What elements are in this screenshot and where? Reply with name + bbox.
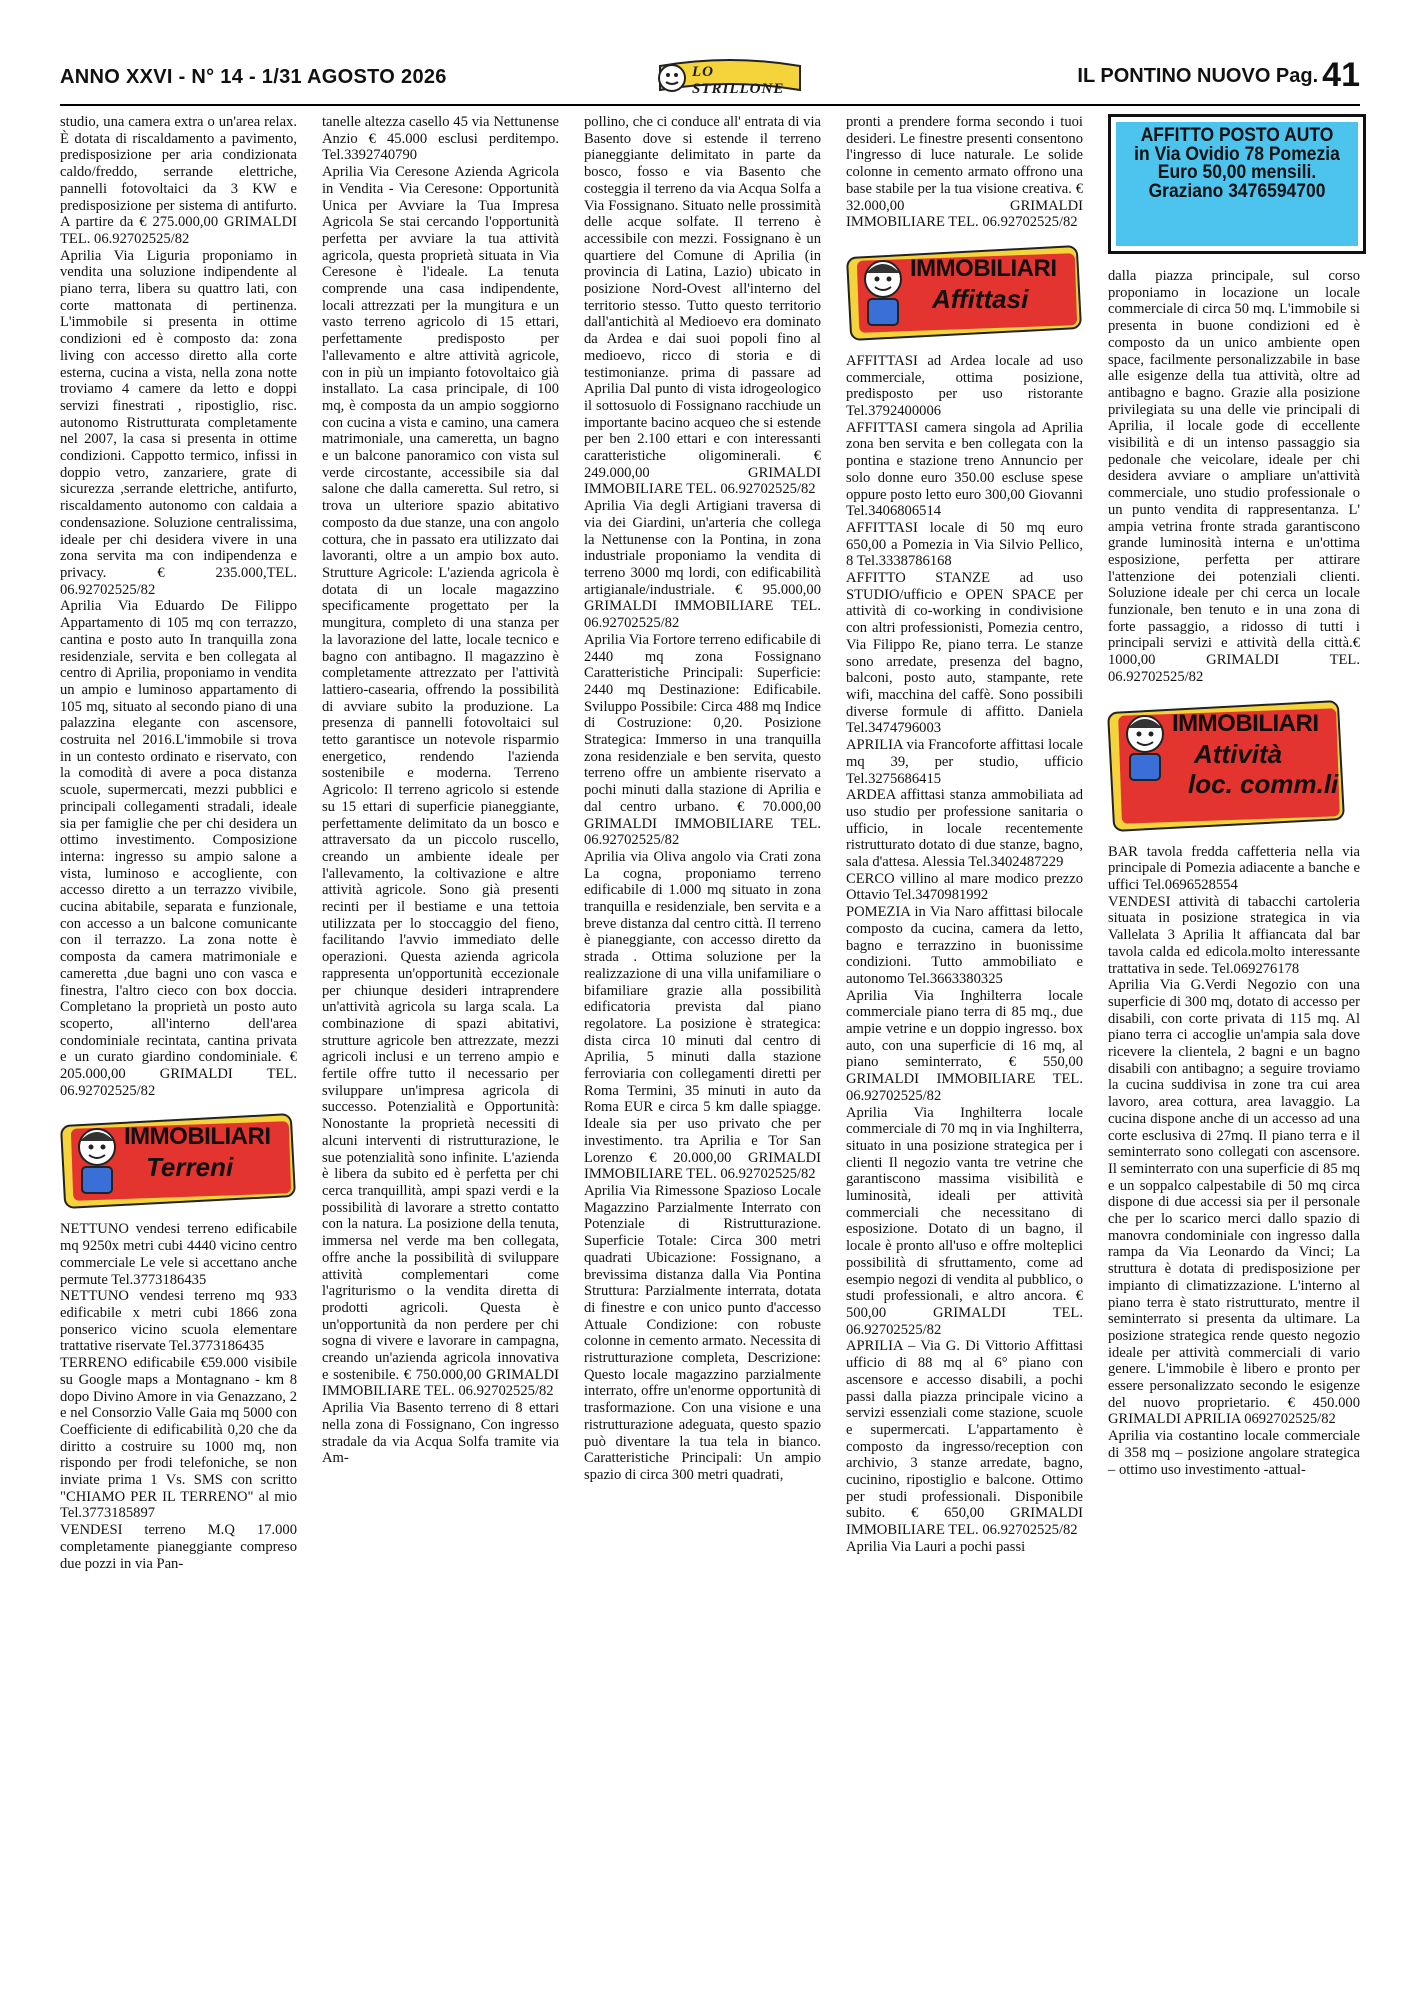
- ad-text: studio, una camera extra o un'area relax. È dotata di riscaldamento a pavimento, predisposizione per aria condizionata caldo/freddo, serrande elettriche, pannelli fotovoltaici da 3 KW e predisposizione per sistema di antifurto. A partire da € 275.000,00 GRIMALDI TEL. 06.92702525/82: [60, 114, 297, 247]
- section-badge-affittasi: [846, 247, 1083, 339]
- column-1: [60, 114, 297, 1572]
- ad-text: TERRENO edificabile €59.000 visibile su Google maps a Montagnano - km 8 dopo Divino Amore in via Genazzano, 2 e nel Consorzio Valle Gaia mq 5000 con Coefficiente di edificabilità 0,20 che da diritto a costruire su 1000 mq, non rispondo per frodi telefoniche, se non inviate prima 1 Vs. SMS con scritto "CHIAMO PER IL TERRENO" al mio Tel.3773185897: [60, 1355, 297, 1522]
- ad-text: Aprilia Via Rimessone Spazioso Locale Magazzino Parzialmente Interrato con Potenziale di Ristrutturazione. Superficie Totale: Circa 300 metri quadrati Ubicazione: Fossignano, a brevissima distanza dalla Via Pontina Struttura: Parzialmente interrata, dotata di finestre e con unico punto d'accesso Attuale Condizione: con robuste colonne in cemento armato. Necessita di ristrutturazione completa, Descrizione: Questo locale magazzino parzialmente interrato, offre un'enorme opportunità di trasformazione. Con una visione e una ristrutturazione adeguata, questo spazio può diventare la tua tela in bianco. Caratteristiche Principali: Un ampio spazio di circa 300 metri quadrati,: [584, 1183, 821, 1483]
- badge-subtitle: Attività: [1194, 738, 1283, 769]
- mascot-icon: [854, 255, 912, 329]
- page-number: 41: [1322, 56, 1360, 94]
- column-2: [322, 114, 559, 1467]
- ad-text: Aprilia Via Inghilterra locale commerciale piano terra di 85 mq., due ampie vetrine e un doppio ingresso. box auto, con una superficie di 16 mq, al piano seminterrato, € 550,00 GRIMALDI IMMOBILIARE TEL. 06.92702525/82: [846, 987, 1083, 1104]
- ad-location: in Via Ovidio 78 Pomezia: [1134, 143, 1340, 165]
- badge-subtitle: Affittasi: [932, 283, 1029, 314]
- ad-text: Aprilia Via G.Verdi Negozio con una superficie di 300 mq, dotato di accesso per disabili, con corte privata di 115 mq. Al piano terra ci accoglie un'ampia sala dove ricevere la clientela, 2 bagni e un bagno disabili con antibagno; a seguire troviamo la cucina suddivisa in zone tra cui area lavoro, area cottura, area lavaggio. La cucina dispone anche di un accesso ad una corte esclusiva di 27mq. Il piano terra e il seminterrato sono collegati con ascensore. Il seminterrato con una superficie di 85 mq e un soppalco calpestabile di 50 mq circa dispone di due accessi sia per il personale che per lo scarico merci dallo spazio di manovra condominiale con ingresso dalla rampa da Via Leonardo da Vinci; La struttura è dotata di predisposizione per impianto di climatizzazione. L'interno al piano terra è stato ristrutturato, mentre il seminterrato si presenta da ultimare. La posizione strategica rende questo negozio ideale per attività commerciali di vario genere. L'immobile è libero e pronto per essere personalizzato secondo le esigenze del nuovo proprietario. € 450.000 GRIMALDI APRILIA 0692702525/82: [1108, 977, 1360, 1428]
- ad-text: Aprilia Via degli Artigiani traversa di via dei Giardini, un'arteria che collega la Nettunense con la Pontina, in zona industriale proponiamo la vendita di terreno 3000 mq lordi, con edificabilità artigianale/industriale. € 95.000,00 GRIMALDI IMMOBILIARE TEL. 06.92702525/82: [584, 498, 821, 632]
- ad-text: NETTUNO vendesi terreno mq 933 edificabile x metri cubi 1866 zona ponserico vicino scuola elementare trattative riservate Tel.3773186435: [60, 1288, 297, 1355]
- newspaper-name: IL PONTINO NUOVO Pag.: [1077, 65, 1319, 87]
- badge-title: IMMOBILIARI: [124, 1123, 271, 1151]
- ad-text: pollino, che ci conduce all' entrata di via Basento dove si estende il terreno pianeggiante delimitato in parte da bosco, fosso e via Basento che costeggia il terreno da via Acqua Solfa a Via Fossignano. Situato nelle prossimità delle acque solfate. Il terreno è accessibile con mezzi. Fossignano è un quartiere del Comune di Aprilia (in provincia di Latina, Lazio) ubicato in posizione Nord-Ovest all'interno del territorio stesso. Tutto questo territorio dall'antichità al Medioevo era dominato da Ardea e dai suoi popoli fino al medioevo, ricco di storia e di testimonianze. prima di passare ad Aprilia Dal punto di vista idrogeologico il sottosuolo di Fossignano racchiude un importante bacino acqueo che si estende per ben 2.100 ettari e con interessanti caratteristiche oligominerali. € 249.000,00 GRIMALDI IMMOBILIARE TEL. 06.92702525/82: [584, 114, 821, 498]
- ad-text: AFFITTO STANZE ad uso STUDIO/ufficio e OPEN SPACE per attività di co-working in condivisione con altri professionisti, Pomezia centro, Via Filippo Re, piano terra. Le stanze sono arredate, presenza del bagno, balconi, posto auto, stampante, rete wifi, macchina del caffè. Sono possibili diverse formule di affitto. Daniela Tel.3474796003: [846, 570, 1083, 737]
- column-4: [846, 114, 1083, 1556]
- mascot-icon: [68, 1123, 126, 1197]
- ad-text: pronti a prendere forma secondo i tuoi desideri. Le finestre presenti consentono l'ingresso di luce naturale. Le solide colonne in cemento armato offrono una base stabile per la tua visione creativa. € 32.000,00 GRIMALDI IMMOBILIARE TEL. 06.92702525/82: [846, 114, 1083, 231]
- ad-text: ARDEA affittasi stanza ammobiliata ad uso studio per professione sanitaria o ufficio, in locale recentemente ristrutturato dotato di due stanze, bagno, sala d'attesa. Alessia Tel.3402487229: [846, 787, 1083, 871]
- issue-info: ANNO XXVI - N° 14 - 1/31 AGOSTO 2026: [60, 66, 447, 88]
- ad-text: AFFITTASI ad Ardea locale ad uso commerciale, ottima posizione, predisposto per uso ristorante Tel.3792400006: [846, 352, 1083, 420]
- ad-text: CERCO villino al mare modico prezzo Ottavio Tel.3470981992: [846, 870, 1083, 904]
- mascot-icon: [1116, 710, 1174, 784]
- ad-price: Euro 50,00 mensili.: [1157, 162, 1317, 184]
- newspaper-logo: [650, 52, 810, 100]
- ad-text: Aprilia Via Fortore terreno edificabile di 2440 mq zona Fossignano Caratteristiche Principali: Superficie: 2440 mq Destinazione: Edificabile. Sviluppo Possibile: Circa 488 mq Indice di Costruzione: 0,20. Posizione Strategica: Immerso in una tranquilla zona residenziale e ben servita, questo terreno offre un ambiente riservato a pochi minuti dalla stazione di Aprilia e dal centro urbano. € 70.000,00 GRIMALDI IMMOBILIARE TEL. 06.92702525/82: [584, 631, 821, 849]
- badge-title: IMMOBILIARI: [1172, 709, 1319, 737]
- page-header: [60, 56, 1360, 106]
- ad-text: tanelle altezza casello 45 via Nettunense Anzio € 45.000 esclusi perditempo. Tel.3392740790: [322, 114, 559, 164]
- badge-title: IMMOBILIARI: [910, 254, 1057, 282]
- ad-text: POMEZIA in Via Naro affittasi bilocale composto da cucina, camera da letto, bagno e terrazzino in buonissime condizioni. Tutto ammobiliato e autonomo Tel.3663380325: [846, 904, 1083, 987]
- ad-text: Aprilia via Oliva angolo via Crati zona La cogna, proponiamo terreno edificabile di 1.000 mq situato in zona tranquilla e residenziale, ben servita e a breve distanza dal centro città. Il terreno è pianeggiante, con accesso diretto da strada . Ottima soluzione per la realizzazione di una villa unifamiliare o bifamiliare grazie alla possibilità edificatoria prevista dal piano regolatore. La posizione è strategica: dista circa 10 minuti dal centro di Aprilia, 5 minuti dalla stazione ferroviaria con collegamenti diretti per Roma Termini, 35 minuti in auto da Roma EUR e circa 5 km dalle spiagge. Ideale sia per uso privato che per investimento. tra Aprilia e Tor San Lorenzo € 20.000,00 GRIMALDI IMMOBILIARE TEL. 06.92702525/82: [584, 848, 821, 1183]
- section-badge-attivita: [1108, 702, 1360, 830]
- column-3: [584, 114, 821, 1484]
- section-badge-terreni: [60, 1115, 297, 1207]
- ad-text: Aprilia Via Ceresone Azienda Agricola in Vendita - Via Ceresone: Opportunità Unica per Avviare la Tua Impresa Agricola Se stai cercando l'opportunità perfetta per avviare la tua attività agricola, questa proprietà situata in Via Ceresone è l'ideale. La tenuta comprende una casa indipendente, locali attrezzati per la mungitura e un vasto terreno agricolo di 15 ettari, perfettamente predisposto per l'allevamento e altre attività agricole, con in più un impianto fotovoltaico già installato. La casa principale, di 100 mq, è composta da un ampio soggiorno con cucina a vista e camino, una camera matrimoniale, una cameretta, un bagno e un balcone panoramico con vista sul verde circostante, accessibile sia dal salone che dalla cameretta. Sul retro, si trova un ulteriore spazio abitativo composto da due stanze, una con angolo cottura, che in passato era utilizzato dai lavoranti, oltre a un ampio box auto. Strutture Agricole: L'azienda agricola è dotata di un locale magazzino specificamente progettato per la mungitura, completo di una stanza per la lavorazione del latte, locale tecnico e bagno con antibagno. Il magazzino è completamente attrezzato per l'attività lattiero-casearia, offrendo la possibilità di avviare subito la produzione. La presenza di pannelli fotovoltaici sul tetto garantisce un notevole risparmio energetico, rendendo l'azienda sostenibile e moderna. Terreno Agricolo: Il terreno agricolo si estende su 15 ettari di superficie pianeggiante, perfettamente delimitato da un bosco e attraversato da un piccolo ruscello, creando un ambiente ideale per l'allevamento, la coltivazione e altre attività agricole. Sono già presenti recinti per il bestiame e una tettoia utilizzata per lo stoccaggio del fieno, facilitando l'avvio immediato delle operazioni. Questa azienda agricola rappresenta un'opportunità eccezionale per chiunque desideri intraprendere un'attività agricola su larga scala. La combinazione di spazi abitativi, strutture agricole ben attrezzate, mezzi agricoli inclusi e un terreno ampio e fertile offre tutto il necessario per sviluppare un'impresa agricola di successo. Potenzialità e Opportunità: Nonostante la proprietà necessiti di alcuni interventi di ristrutturazione, le sue potenzialità sono infinite. L'azienda è libera da subito ed è perfetta per chi cerca tranquillità, ampi spazi verdi e la possibilità di lavorare a stretto contatto con la natura. La posizione della tenuta, immersa nel verde ma ben collegata, offre anche la possibilità di sviluppare attività complementari come l'agriturismo o la vendita diretta di prodotti agricoli. Questa è un'opportunità da non perdere per chi sogna di vivere e lavorare in campagna, creando un'azienda agricola innovativa e sostenibile. € 750.000,00 GRIMALDI IMMOBILIARE TEL. 06.92702525/82: [322, 164, 559, 1400]
- ad-text: NETTUNO vendesi terreno edificabile mq 9250x metri cubi 4440 vicino centro commerciale Le vele si accettano anche permute Tel.3773186435: [60, 1221, 297, 1288]
- logo-text: LO STRILLONE: [692, 64, 785, 97]
- column-5: [1108, 114, 1360, 1478]
- ad-text: VENDESI attività di tabacchi cartoleria situata in posizione strategica in via Vallelata 3 Aprilia lt affiancata dal bar tavola calda ed edicola.molto interessante trattativa in sede. Tel.069276178: [1108, 893, 1360, 977]
- parking-ad-box: [1108, 114, 1366, 254]
- ad-text: APRILIA via Francoforte affittasi locale mq 39, per studio, ufficio Tel.3275686415: [846, 737, 1083, 787]
- ad-text: Aprilia Via Inghilterra locale commerciale di 70 mq in via Inghilterra, situato in una posizione strategica per i clienti Il negozio vanta tre vetrine che garantiscono massima visibilità e luminosità, ideali per attività commerciali che necessitano di esposizione. Dotato di un bagno, il locale è pronto all'uso e offre molteplici possibilità di sfruttamento, come ad esempio negozi di vendita al pubblico, o studi professionali, e altro ancora. € 500,00 GRIMALDI TEL. 06.92702525/82: [846, 1104, 1083, 1338]
- ad-headline: AFFITTO POSTO AUTO: [1140, 125, 1334, 146]
- ad-text: Aprilia via costantino locale commerciale di 358 mq – posizione angolare strategica – ottimo uso investimento -attual-: [1108, 1428, 1360, 1478]
- ad-text: Aprilia Via Eduardo De Filippo Appartamento di 105 mq con terrazzo, cantina e posto auto In tranquilla zona residenziale, servita e ben collegata al centro di Aprilia, proponiamo in vendita un ampio e luminoso appartamento di 105 mq, situato al secondo piano di una palazzina elegante con ascensore, costruita nel 2016.L'immobile si trova in un contesto ordinato e riservato, con la comodità di avere a poca distanza scuole, supermercati, mezzi pubblici e principali collegamenti stradali, ideale sia per famiglie che per chi desidera un ottimo investimento. Composizione interna: ingresso su ampio salone a vista, luminoso e accogliente, con accesso diretto a un terrazzo vivibile, cucina abitabile, separata e funzionale, con accesso a un balcone comunicante con il terrazzo. La zona notte è composta da camera matrimoniale e cameretta ,due bagni uno con vasca e finestra, l'altro cieco con box doccia. Completano la proprietà un posto auto scoperto, all'interno dell'area condominiale recintata, cantina privata e un curato giardino condominiale. € 205.000,00 GRIMALDI TEL. 06.92702525/82: [60, 598, 297, 1099]
- badge-subtitle: Terreni: [146, 1152, 234, 1183]
- ad-text: Aprilia Via Lauri a pochi passi: [846, 1538, 1026, 1555]
- ad-text: AFFITTASI locale di 50 mq euro 650,00 a Pomezia in Via Silvio Pellico, 8 Tel.3338786168: [846, 519, 1083, 570]
- ad-text: VENDESI terreno M.Q 17.000 completamente pianeggiante compreso due pozzi in via Pan-: [60, 1522, 297, 1572]
- ad-contact: Graziano 3476594700: [1148, 181, 1326, 203]
- page-label: [1077, 56, 1360, 95]
- ad-text: dalla piazza principale, sul corso proponiamo in locazione un locale commerciale di circa 50 mq. L'immobile si presenta in buone condizioni ed è composto da un unico ambiente open space, facilmente personalizzabile in base alle esigenze della tua attività, oltre ad antibagno e bagno. Grazie alla posizione privilegiata su una delle vie principali di Aprilia, il locale gode di eccellente visibilità e di un intenso passaggio sia pedonale che veicolare, ideale per chi desidera avviare o ampliare un'attività commerciale, uno studio professionale o un punto vendita di rappresentanza. L' ampia vetrina fronte strada garantiscono grande luminosità interna e un'ottima esposizione, perfetta per attirare l'attenzione dei potenziali clienti. Soluzione ideale per chi cerca un locale funzionale, ben tenuto e in una zona di forte passaggio, a ridosso di tutti i principali servizi e attività della città.€ 1000,00 GRIMALDI TEL. 06.92702525/82: [1108, 268, 1360, 685]
- ad-text: AFFITTASI camera singola ad Aprilia zona ben servita e ben collegata con la pontina e stazione treno Annuncio per solo donne euro 350.00 escluse spese oppure posto letto euro 300,00 Giovanni Tel.3406806514: [846, 419, 1083, 520]
- ad-text: Aprilia Via Liguria proponiamo in vendita una soluzione indipendente al piano terra, libera su quattro lati, con corte mattonata di pertinenza. L'immobile si presenta in ottime condizioni ed è composto da: zona living con accesso diretto alla corte esterna, cucina a vista, nella zona notte troviamo 4 camere da letto e doppi servizi finestrati , ripostiglio, risc. autonomo Ristrutturata completamente nel 2007, la casa si presenta in ottime condizioni. Cappotto termico, infissi in doppio vetro, zanzariere, grate di sicurezza ,serrande elettriche, antifurto, riscaldamento autonomo con caldaia a condensazione. Soluzione centralissima, ideale per chi desidera vivere in una zona servita ma con indipendenza e privacy. € 235.000,TEL. 06.92702525/82: [60, 247, 297, 598]
- ad-text: APRILIA – Via G. Di Vittorio Affittasi ufficio di 88 mq al 6° piano con ascensore e accesso disabili, a pochi passi dalla piazza principale vicino a servizi essenziali come stazione, scuole e supermercati. L'appartamento è composto da ingresso/reception con archivio, 3 stanze arredate, bagno, cucinino, ripostiglio e balcone. Ottimo per studi professionali. Disponibile subito. € 650,00 GRIMALDI IMMOBILIARE TEL. 06.92702525/82: [846, 1338, 1083, 1539]
- badge-subtitle-2: loc. comm.li: [1188, 768, 1339, 799]
- ad-text: BAR tavola fredda caffetteria nella via principale di Pomezia adiacente a banche e uffici Tel.0696528554: [1108, 843, 1360, 893]
- ad-text: Aprilia Via Basento terreno di 8 ettari nella zona di Fossignano, Con ingresso stradale da via Acqua Solfa tramite via Am-: [322, 1400, 559, 1467]
